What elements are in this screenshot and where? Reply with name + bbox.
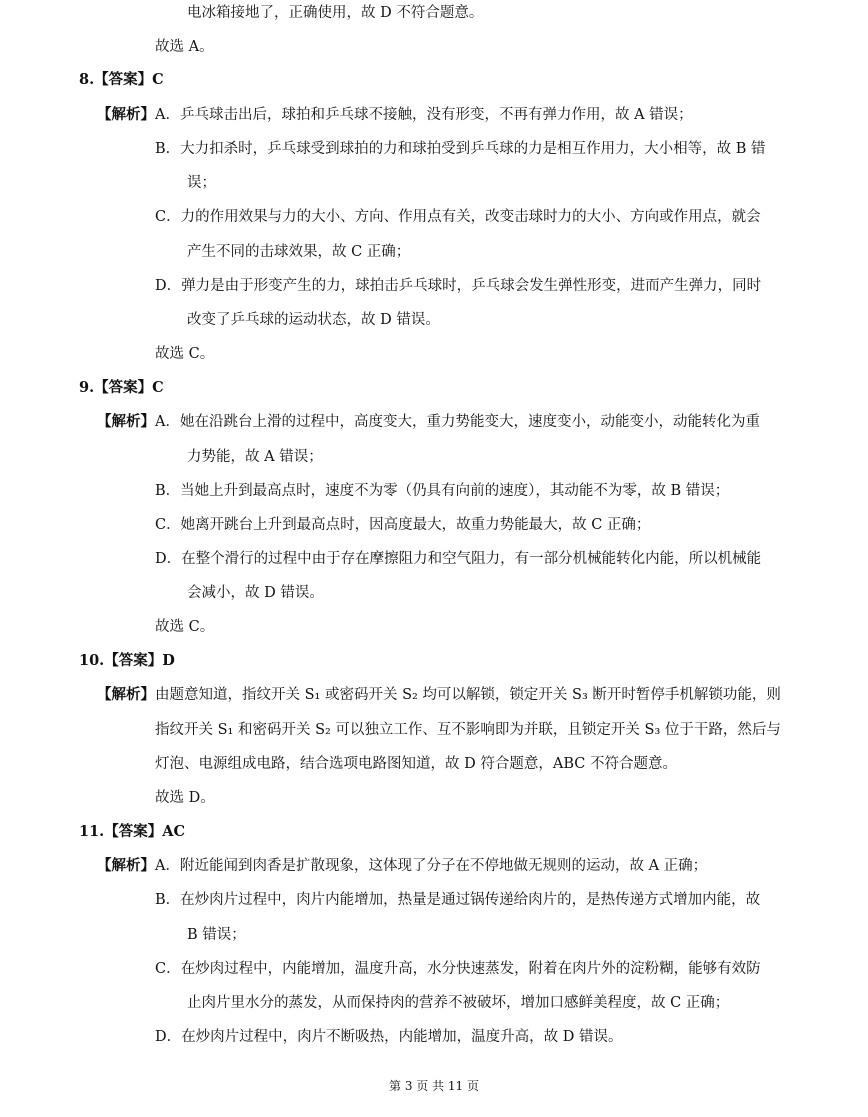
line-text: 故选 A。 [155,39,214,55]
line-text: C．力的作用效果与力的大小、方向、作用点有关，改变击球时力的大小、方向或作用点，就会 [155,209,761,225]
line-text: B 错误； [187,927,246,943]
line-text: 故选 C。 [155,346,215,362]
analysis-label: 【解析】 [97,106,155,123]
line-text: 故选 D。 [155,790,215,806]
text-line [155,552,761,567]
text-line [187,996,729,1011]
text-line [155,620,214,635]
text-line [187,176,216,191]
line-text: B．在炒肉片过程中，肉片内能增加，热量是通过锅传递给肉片的，是热传递方式增加内能，故 [155,892,761,908]
text-line [187,313,440,328]
line-text: 指纹开关 S₁ 和密码开关 S₂ 可以独立工作、互不影响即为并联，且锁定开关 S₃ 位于干路，然后与 [155,722,781,738]
line-text: B．当她上升到最高点时，速度不为零（仍具有向前的速度），其动能不为零，故 B 错误； [155,483,730,499]
text-line [155,962,761,977]
question-answer-heading [79,654,175,669]
text-line [187,928,246,943]
text-line [97,415,760,430]
text-line [97,859,707,874]
text-line [155,210,761,225]
line-text: 8.【答案】C [79,71,164,88]
line-text: 会减小，故 D 错误。 [187,585,324,601]
line-text: 止肉片里水分的蒸发，从而保持肉的营养不被破坏，增加口感鲜美程度，故 C 正确； [187,995,730,1011]
text-line [155,791,215,806]
text-line [97,688,781,703]
line-text: D．弹力是由于形变产生的力，球拍击乒乓球时，乒乓球会发生弹性形变，进而产生弹力，同时 [155,278,762,294]
text-line [187,450,323,465]
analysis-label: 【解析】 [97,857,155,874]
line-text: 9.【答案】C [79,379,164,396]
text-line [155,893,760,908]
text-line [155,723,781,738]
line-text: D．在整个滑行的过程中由于存在摩擦阻力和空气阻力，有一部分机械能转化内能，所以机械能 [155,551,762,567]
analysis-label: 【解析】 [97,413,155,430]
text-line [187,6,483,21]
text-line [187,586,324,601]
line-text: 产生不同的击球效果，故 C 正确； [187,244,411,260]
text-line [155,279,761,294]
line-text: 由题意知道，指纹开关 S₁ 或密码开关 S₂ 均可以解锁，锁定开关 S₃ 断开时暂停手机解锁功能，则 [155,687,781,703]
text-line [155,142,766,157]
text-line [155,484,729,499]
line-text: 灯泡、电源组成电路，结合选项电路图知道，故 D 符合题意，ABC 不符合题意。 [155,756,677,772]
line-text: A．附近能闻到肉香是扩散现象，这体现了分子在不停地做无规则的运动，故 A 正确； [155,858,708,874]
line-text: 改变了乒乓球的运动状态，故 D 错误。 [187,312,440,328]
question-answer-heading [79,381,164,396]
line-text: D．在炒肉片过程中，肉片不断吸热，内能增加，温度升高，故 D 错误。 [155,1029,623,1045]
question-answer-heading [79,73,164,88]
line-text: C．她离开跳台上升到最高点时，因高度最大，故重力势能最大，故 C 正确； [155,517,651,533]
line-text: C．在炒肉过程中，内能增加，温度升高，水分快速蒸发，附着在肉片外的淀粉糊，能够有效防 [155,961,761,977]
text-line [187,245,410,260]
line-text: B．大力扣杀时，乒乓球受到球拍的力和球拍受到乒乓球的力是相互作用力，大小相等，故 B 错 [155,141,766,157]
line-text: 故选 C。 [155,619,215,635]
question-answer-heading [79,825,185,840]
text-line [97,108,693,123]
text-line [155,347,214,362]
text-line [155,757,677,772]
line-text: A．她在沿跳台上滑的过程中，高度变大，重力势能变大，速度变小，动能变小，动能转化为重 [155,414,760,430]
text-line [155,40,214,55]
line-text: 力势能，故 A 错误； [187,449,323,465]
line-text: A．乒乓球击出后，球拍和乒乓球不接触，没有形变，不再有弹力作用，故 A 错误； [155,107,693,123]
text-line [155,518,650,533]
text-line [155,1030,622,1045]
analysis-label: 【解析】 [97,686,155,703]
page-footer: 第 3 页 共 11 页 [389,1079,479,1093]
line-text: 10.【答案】D [79,652,175,669]
line-text: 电冰箱接地了，正确使用，故 D 不符合题意。 [187,5,484,21]
line-text: 误； [187,175,216,191]
line-text: 11.【答案】AC [79,823,186,840]
